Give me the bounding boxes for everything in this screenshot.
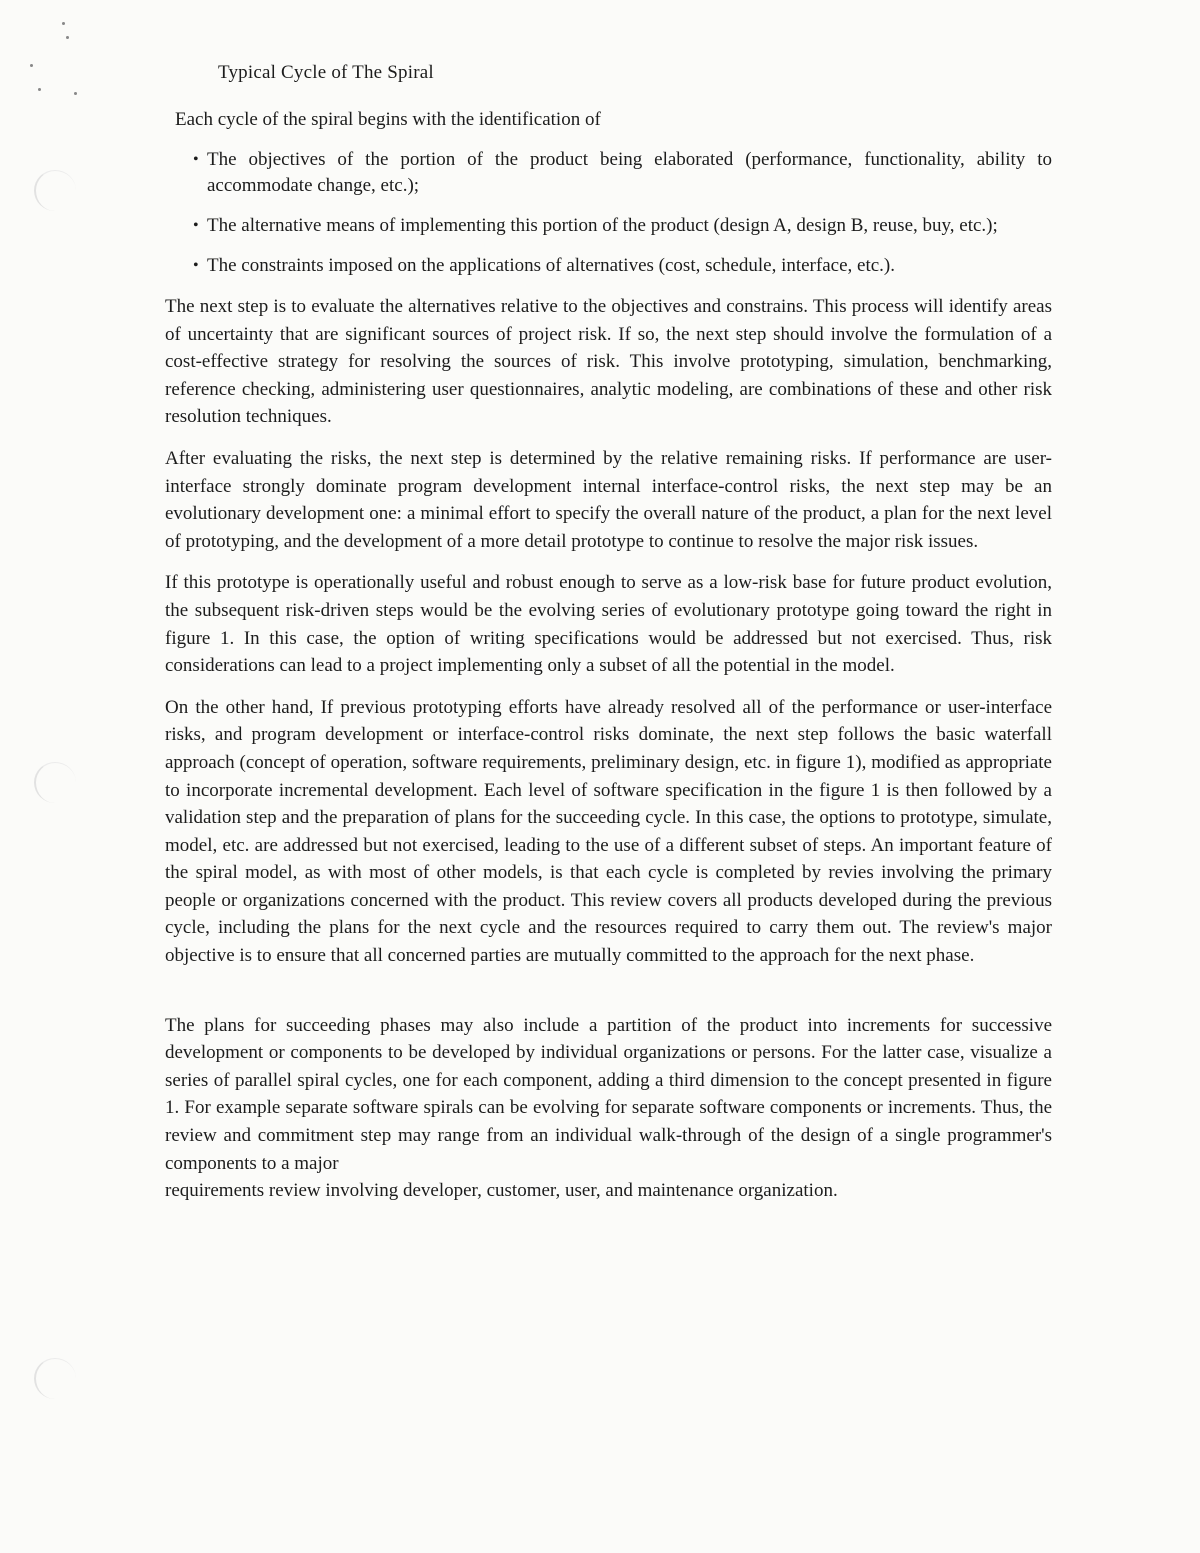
paragraph-prototype-evolution: If this prototype is operationally useful and robust enough to serve as a low-risk base for future product evolution, the subsequent risk-driven steps would be the evolving series of evolutionary prototype going toward the right in figure 1. In this case, the option of writing specifications would be addressed but not exercised. Thus, risk considerations can lead to a project implementing only a subset of all the potential in the model. (165, 572, 1052, 677)
bullet-icon: • (193, 217, 199, 234)
list-item-text: The constraints imposed on the applications of alternatives (cost, schedule, interface, etc.). (207, 255, 895, 276)
paragraph-evaluate-alternatives: The next step is to evaluate the alternatives relative to the objectives and constrains. This process will identify areas of uncertainty that are significant sources of project risk. If so, the next step should involve the formulation of a cost-effective strategy for resolving the sources of risk. This involve prototyping, simulation, benchmarking, reference checking, administering user questionnaires, analytic modeling, are combinations of these and other risk resolution techniques. (165, 296, 1052, 428)
list-item (195, 147, 1052, 199)
list-item (195, 253, 1052, 279)
list-item-text: The objectives of the portion of the product being elaborated (performance, functionality, ability to accommodate change, etc.); (207, 149, 1052, 196)
list-item (195, 213, 1052, 239)
bullet-icon: • (193, 257, 199, 274)
section-title: Typical Cycle of The Spiral (218, 62, 434, 83)
paragraph-waterfall-approach: On the other hand, If previous prototyping efforts have already resolved all of the performance or user-interface risks, and program development or interface-control risks dominate, the next step follows the basic waterfall approach (concept of operation, software requirements, preliminary design, etc. in figure 1), modified as appropriate to incorporate incremental development. Each level of software specification in the figure 1 is then followed by a validation step and the preparation of plans for the succeeding cycle. In this case, the options to prototype, simulate, model, etc. are addressed but not exercised, leading to the use of a different subset of steps. An important feature of the spiral model, as with most of other models, is that each cycle is completed by revies involving the primary people or organizations concerned with the product. This review covers all products developed during the previous cycle, including the plans for the next cycle and the resources required to carry them out. The review's major objective is to ensure that all concerned parties are mutually committed to the approach for the next phase. (165, 696, 1052, 967)
paragraph-evaluate-risks: After evaluating the risks, the next step is determined by the relative remaining risks. If performance are user-interface strongly dominate program development internal interface-control risks, the next step may be an evolutionary development one: a minimal effort to specify the overall nature of the product, a plan for the next level of prototyping, and the development of a more detail prototype to continue to resolve the major risk issues. (165, 447, 1052, 552)
cutoff-line: requirements review involving developer, customer, user, and maintenance organization. (165, 1180, 838, 1202)
paragraph-succeeding-phases: The plans for succeeding phases may also include a partition of the product into increments for successive development or components to be developed by individual organizations or persons. For the latter case, visualize a series of parallel spiral cycles, one for each component, adding a third dimension to the concept presented in figure 1. For example separate software spirals can be evolving for separate software components or increments. Thus, the review and commitment step may range from an individual walk-through of the design of a single programmer's components to a major (165, 1014, 1052, 1174)
identification-list (160, 147, 1052, 279)
intro-sentence: Each cycle of the spiral begins with the identification of (175, 109, 601, 130)
list-item-text: The alternative means of implementing this portion of the product (design A, design B, reuse, buy, etc.); (207, 215, 998, 236)
bullet-icon: • (193, 151, 199, 168)
